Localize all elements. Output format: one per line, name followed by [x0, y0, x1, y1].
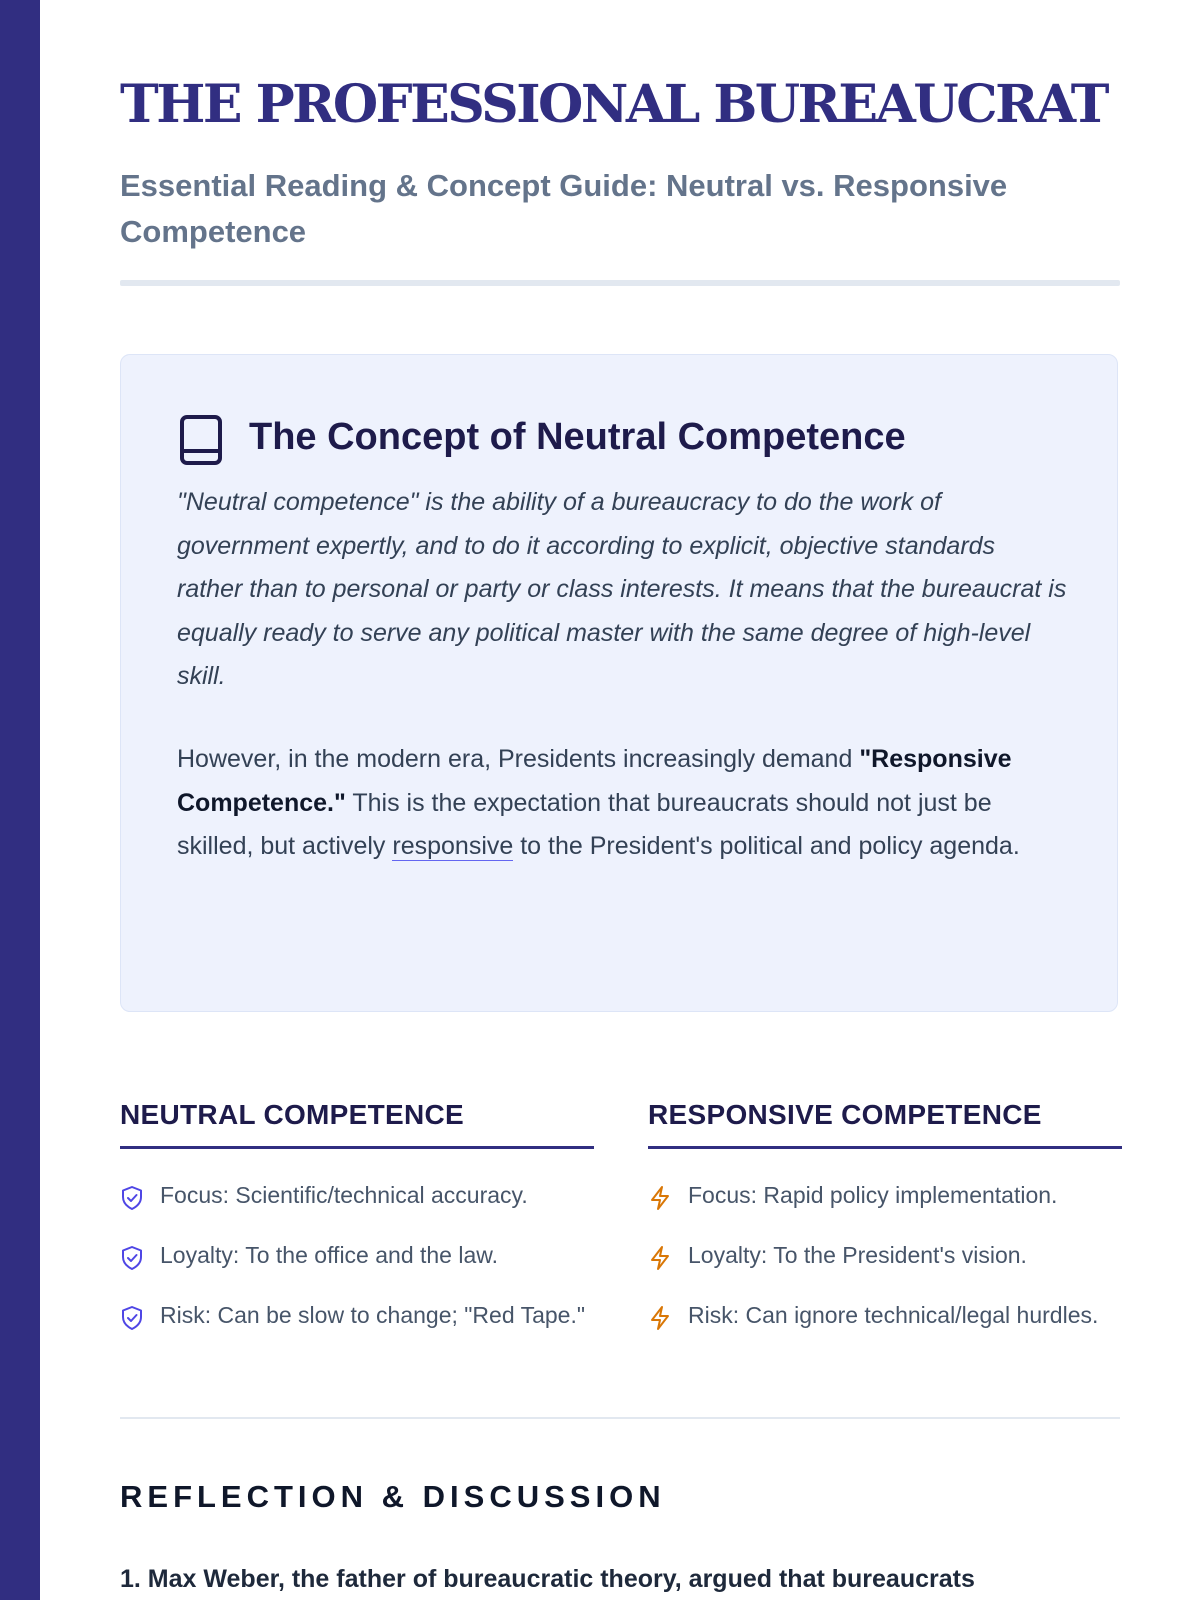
paragraph-text-intro: However, in the modern era, Presidents increasingly demand	[177, 745, 860, 773]
list-item-text: Risk: Can ignore technical/legal hurdles.	[688, 1301, 1099, 1328]
book-icon	[179, 415, 223, 465]
list-item-text: Focus: Rapid policy implementation.	[688, 1181, 1058, 1208]
responsive-competence-paragraph	[177, 738, 1067, 869]
document-subtitle: Essential Reading & Concept Guide: Neutral vs. Responsive Competence	[120, 168, 1008, 249]
list-item	[648, 1179, 1122, 1212]
shield-check-icon	[120, 1185, 144, 1211]
list-item	[120, 1299, 594, 1332]
responsive-competence-column	[648, 1098, 1122, 1359]
reflection-heading: REFLECTION & DISCUSSION	[120, 1479, 666, 1514]
neutral-column-header: NEUTRAL COMPETENCE	[120, 1098, 594, 1149]
section-divider	[120, 1417, 1120, 1419]
neutral-competence-quote: "Neutral competence" is the ability of a bureaucracy to do the work of government expertly, and to do it according to explicit, objective standards rather than to personal or party or class interests. It means that the bureaucrat is equally ready to serve any political master with the same degree of high-level skill.	[177, 488, 1067, 690]
paragraph-text-mid: This is the expectation that bureaucrats should not just be skilled, but actively	[177, 788, 992, 860]
list-item	[120, 1239, 594, 1272]
paragraph-text-end: to the President's political and policy agenda.	[513, 832, 1020, 860]
document-title: THE PROFESSIONAL BUREAUCRAT	[120, 74, 1107, 135]
shield-check-icon	[120, 1305, 144, 1331]
list-item	[120, 1179, 594, 1212]
list-item-text: Loyalty: To the office and the law.	[160, 1241, 498, 1268]
responsive-traits-list	[648, 1179, 1122, 1332]
discussion-question-1: 1. Max Weber, the father of bureaucratic theory, argued that bureaucrats	[120, 1565, 975, 1593]
lightning-bolt-icon	[648, 1185, 672, 1211]
concept-card	[120, 354, 1118, 1012]
responsive-emphasis: responsive	[392, 832, 514, 860]
responsive-competence-term: "Responsive Competence."	[177, 745, 1012, 817]
shield-check-icon	[120, 1245, 144, 1271]
lightning-bolt-icon	[648, 1245, 672, 1271]
list-item-text: Risk: Can be slow to change; "Red Tape."	[160, 1301, 586, 1328]
card-title: The Concept of Neutral Competence	[249, 416, 906, 458]
list-item	[648, 1239, 1122, 1272]
header-divider	[120, 280, 1120, 286]
list-item-text: Loyalty: To the President's vision.	[688, 1241, 1027, 1268]
neutral-competence-column	[120, 1098, 594, 1359]
list-item	[648, 1299, 1122, 1332]
responsive-column-header: RESPONSIVE COMPETENCE	[648, 1098, 1122, 1149]
neutral-traits-list	[120, 1179, 594, 1332]
lightning-bolt-icon	[648, 1305, 672, 1331]
list-item-text: Focus: Scientific/technical accuracy.	[160, 1181, 528, 1208]
sidebar-accent-bar	[0, 0, 40, 1600]
